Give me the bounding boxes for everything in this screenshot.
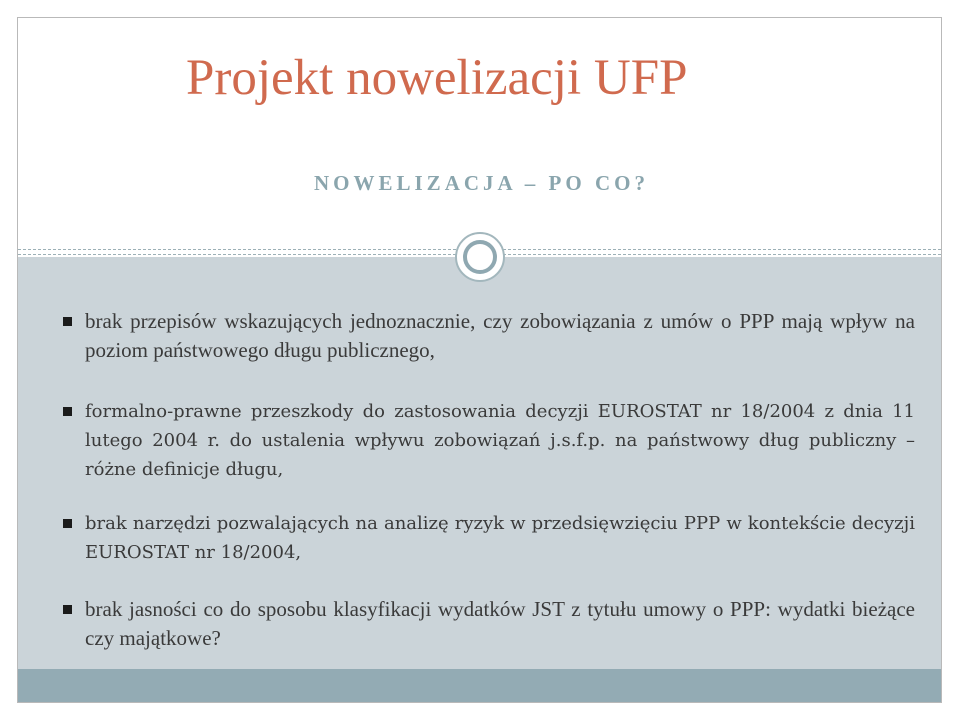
square-bullet-icon bbox=[63, 407, 72, 416]
slide-frame bbox=[17, 17, 942, 703]
bullet-text: brak przepisów wskazujących jednoznacznie, czy zobowiązania z umów o PPP mają wpływ na poziom państwowego długu publicznego, bbox=[85, 309, 915, 362]
square-bullet-icon bbox=[63, 317, 72, 326]
bullet-text: brak jasności co do sposobu klasyfikacji wydatków JST z tytułu umowy o PPP: wydatki bieżące czy majątkowe? bbox=[85, 597, 915, 650]
slide-body bbox=[18, 257, 941, 669]
bullet-item bbox=[85, 307, 915, 365]
slide-subtitle: NOWELIZACJA – PO CO? bbox=[314, 171, 649, 195]
inner-ring bbox=[463, 240, 497, 274]
slide-header bbox=[18, 18, 941, 251]
square-bullet-icon bbox=[63, 519, 72, 528]
bullet-text: formalno-prawne przeszkody do zastosowania decyzji EUROSTAT nr 18/2004 z dnia 11 lutego 2004 r. do ustalenia wpływu zobowiązań j.s.f.p. na państwowy dług publiczny – różne definicje długu, bbox=[85, 401, 915, 480]
bullet-item bbox=[85, 509, 915, 567]
slide-title: Projekt nowelizacji UFP bbox=[186, 50, 688, 106]
double-ring-circle-icon bbox=[455, 232, 505, 282]
footer-bar bbox=[18, 669, 941, 703]
bullet-text: brak narzędzi pozwalających na analizę ryzyk w przedsięwzięciu PPP w kontekście decyzji EUROSTAT nr 18/2004, bbox=[85, 513, 915, 563]
bullet-item bbox=[85, 595, 915, 653]
bullet-item bbox=[85, 397, 915, 484]
square-bullet-icon bbox=[63, 605, 72, 614]
